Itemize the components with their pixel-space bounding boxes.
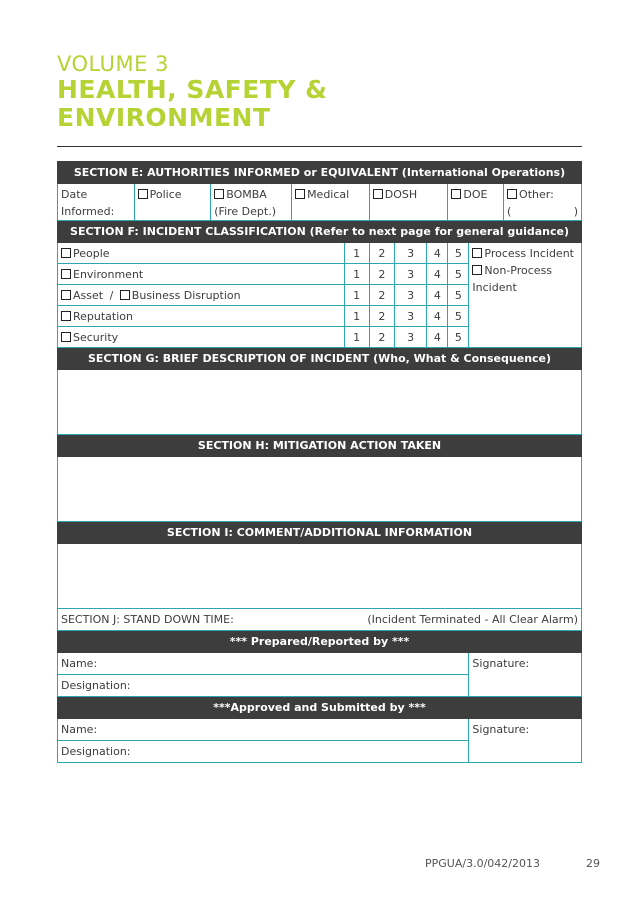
section-f-heading: SECTION F: INCIDENT CLASSIFICATION (Refer to next page for general guidance) xyxy=(58,221,582,243)
classification-reputation[interactable] xyxy=(58,306,345,327)
comment-field[interactable] xyxy=(58,544,582,609)
security-rating-3[interactable]: 3 xyxy=(394,327,427,348)
reputation-checkbox[interactable] xyxy=(61,311,71,321)
environment-label: Environment xyxy=(73,267,144,281)
environment-rating-5[interactable]: 5 xyxy=(448,264,469,285)
approved-name-label: Name: xyxy=(61,723,98,736)
other-option[interactable] xyxy=(504,184,582,221)
dosh-label: DOSH xyxy=(384,188,418,201)
stand-down-time-label: SECTION J: STAND DOWN TIME: xyxy=(61,613,234,626)
security-label: Security xyxy=(73,330,119,344)
people-rating-3[interactable]: 3 xyxy=(394,243,427,264)
people-label: People xyxy=(73,246,110,260)
date-label-1: Date xyxy=(61,188,88,201)
people-rating-4[interactable]: 4 xyxy=(427,243,448,264)
stand-down-time-note: (Incident Terminated - All Clear Alarm) xyxy=(367,613,578,626)
approved-designation-label: Designation: xyxy=(61,745,131,758)
asset-label: Asset xyxy=(73,288,104,302)
dosh-option[interactable] xyxy=(369,184,448,221)
other-paren-close: ) xyxy=(573,205,578,218)
approved-signature-field[interactable] xyxy=(469,719,582,763)
volume-label: VOLUME 3 xyxy=(57,52,169,76)
approved-name-field[interactable] xyxy=(58,719,469,741)
process-incident-option[interactable] xyxy=(472,245,578,262)
document-code: PPGUA/3.0/042/2013 xyxy=(425,857,540,870)
title-divider xyxy=(57,146,582,147)
title-line-1: HEALTH, SAFETY & xyxy=(57,75,328,104)
incident-report-form xyxy=(57,161,582,763)
environment-checkbox[interactable] xyxy=(61,269,71,279)
people-rating-5[interactable]: 5 xyxy=(448,243,469,264)
reputation-label: Reputation xyxy=(73,309,133,323)
section-i-heading: SECTION I: COMMENT/ADDITIONAL INFORMATION xyxy=(58,522,582,544)
asset-checkbox[interactable] xyxy=(61,290,71,300)
police-checkbox[interactable] xyxy=(138,189,148,199)
security-rating-4[interactable]: 4 xyxy=(427,327,448,348)
other-checkbox[interactable] xyxy=(507,189,517,199)
environment-rating-2[interactable]: 2 xyxy=(369,264,394,285)
prepared-designation-label: Designation: xyxy=(61,679,131,692)
bomba-option[interactable] xyxy=(211,184,292,221)
prepared-name-field[interactable] xyxy=(58,653,469,675)
mitigation-action-field[interactable] xyxy=(58,457,582,522)
date-label-2: Informed: xyxy=(61,205,115,218)
prepared-designation-field[interactable] xyxy=(58,675,469,697)
security-checkbox[interactable] xyxy=(61,332,71,342)
people-rating-2[interactable]: 2 xyxy=(369,243,394,264)
section-e-heading: SECTION E: AUTHORITIES INFORMED or EQUIVALENT (International Operations) xyxy=(58,162,582,184)
other-label: Other: xyxy=(519,188,554,201)
reputation-rating-3[interactable]: 3 xyxy=(394,306,427,327)
people-rating-1[interactable]: 1 xyxy=(344,243,369,264)
security-rating-1[interactable]: 1 xyxy=(344,327,369,348)
reputation-rating-4[interactable]: 4 xyxy=(427,306,448,327)
asset-separator: / xyxy=(109,288,114,302)
business-disruption-checkbox[interactable] xyxy=(120,290,130,300)
process-incident-label: Process Incident xyxy=(484,247,574,260)
other-paren-open: ( xyxy=(507,205,512,218)
security-rating-5[interactable]: 5 xyxy=(448,327,469,348)
asset-rating-1[interactable]: 1 xyxy=(344,285,369,306)
environment-rating-1[interactable]: 1 xyxy=(344,264,369,285)
security-rating-2[interactable]: 2 xyxy=(369,327,394,348)
page-title xyxy=(57,76,328,132)
asset-rating-4[interactable]: 4 xyxy=(427,285,448,306)
asset-rating-2[interactable]: 2 xyxy=(369,285,394,306)
doe-checkbox[interactable] xyxy=(451,189,461,199)
classification-security[interactable] xyxy=(58,327,345,348)
medical-option[interactable] xyxy=(292,184,370,221)
reputation-rating-1[interactable]: 1 xyxy=(344,306,369,327)
title-line-2: ENVIRONMENT xyxy=(57,103,271,132)
incident-type-cell xyxy=(469,243,582,348)
non-process-incident-label: Non-Process Incident xyxy=(472,264,553,294)
section-g-heading: SECTION G: BRIEF DESCRIPTION OF INCIDENT (Who, What & Consequence) xyxy=(58,348,582,370)
non-process-incident-checkbox[interactable] xyxy=(472,265,482,275)
approved-signature-label: Signature: xyxy=(472,723,530,736)
prepared-name-label: Name: xyxy=(61,657,98,670)
police-label: Police xyxy=(149,188,182,201)
prepared-signature-field[interactable] xyxy=(469,653,582,697)
business-disruption-label: Business Disruption xyxy=(131,288,241,302)
classification-people[interactable] xyxy=(58,243,345,264)
approved-designation-field[interactable] xyxy=(58,741,469,763)
reputation-rating-5[interactable]: 5 xyxy=(448,306,469,327)
bomba-sub-label: (Fire Dept.) xyxy=(214,205,276,218)
date-informed-cell[interactable] xyxy=(58,184,135,221)
approved-heading: ***Approved and Submitted by *** xyxy=(58,697,582,719)
incident-description-field[interactable] xyxy=(58,370,582,435)
prepared-heading: *** Prepared/Reported by *** xyxy=(58,631,582,653)
asset-rating-5[interactable]: 5 xyxy=(448,285,469,306)
medical-label: Medical xyxy=(307,188,350,201)
prepared-signature-label: Signature: xyxy=(472,657,530,670)
environment-rating-4[interactable]: 4 xyxy=(427,264,448,285)
doe-option[interactable] xyxy=(448,184,504,221)
asset-rating-3[interactable]: 3 xyxy=(394,285,427,306)
dosh-checkbox[interactable] xyxy=(373,189,383,199)
classification-environment[interactable] xyxy=(58,264,345,285)
people-checkbox[interactable] xyxy=(61,248,71,258)
doe-label: DOE xyxy=(463,188,488,201)
stand-down-time-field[interactable] xyxy=(58,609,582,631)
environment-rating-3[interactable]: 3 xyxy=(394,264,427,285)
non-process-incident-option[interactable] xyxy=(472,262,578,296)
process-incident-checkbox[interactable] xyxy=(472,248,482,258)
section-h-heading: SECTION H: MITIGATION ACTION TAKEN xyxy=(58,435,582,457)
classification-asset-business[interactable] xyxy=(58,285,345,306)
page-number: 29 xyxy=(586,857,600,870)
bomba-checkbox[interactable] xyxy=(214,189,224,199)
reputation-rating-2[interactable]: 2 xyxy=(369,306,394,327)
bomba-label: BOMBA xyxy=(226,188,267,201)
police-option[interactable] xyxy=(134,184,211,221)
medical-checkbox[interactable] xyxy=(295,189,305,199)
